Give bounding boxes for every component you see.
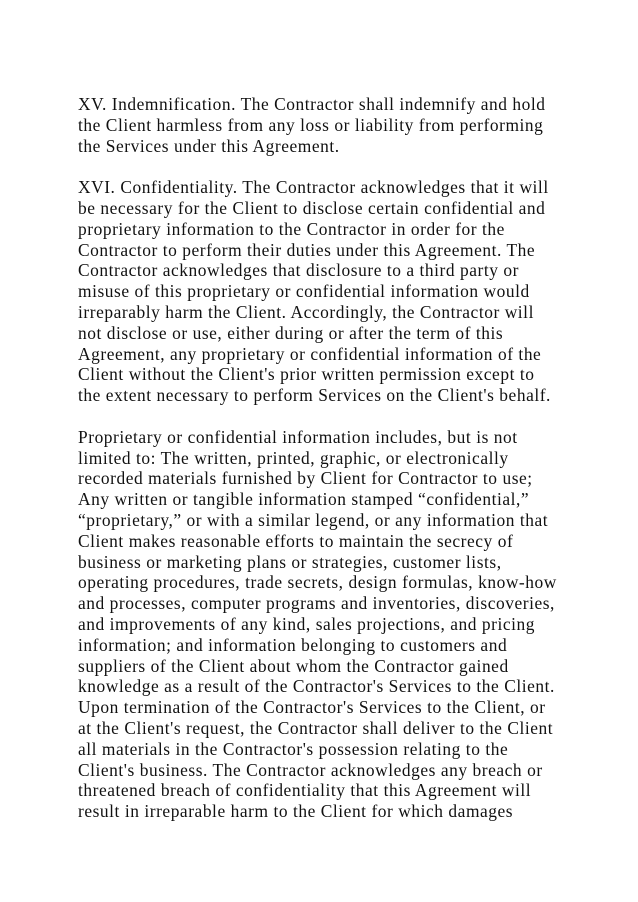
text-line: information; and information belonging to customers and: [78, 634, 508, 655]
section-xv-indemnification: [78, 94, 598, 156]
text-line: and improvements of any kind, sales projections, and pricing: [78, 613, 536, 634]
proprietary-information-paragraph: [78, 427, 598, 822]
text-line: not disclose or use, either during or after the term of this: [78, 322, 504, 343]
text-line: irreparably harm the Client. Accordingly, the Contractor will: [78, 301, 534, 322]
text-line: Contractor to perform their duties under this Agreement. The: [78, 239, 536, 260]
paragraph-gap: [78, 406, 598, 427]
text-line: business or marketing plans or strategies, customer lists,: [78, 551, 502, 572]
text-line: limited to: The written, printed, graphic, or electronically: [78, 447, 509, 468]
text-line: the extent necessary to perform Services on the Client's behalf.: [78, 385, 551, 406]
text-line: all materials in the Contractor's possession relating to the: [78, 738, 509, 759]
text-line: Upon termination of the Contractor's Services to the Client, or: [78, 697, 546, 718]
text-line: Client makes reasonable efforts to maintain the secrecy of: [78, 530, 514, 551]
document-body: [78, 94, 598, 822]
text-line: result in irreparable harm to the Client for which damages: [78, 801, 514, 822]
text-line: be necessary for the Client to disclose certain confidential and: [78, 197, 546, 218]
text-line: the Services under this Agreement.: [78, 135, 340, 156]
text-line: Client without the Client's prior written permission except to: [78, 364, 535, 385]
text-line: the Client harmless from any loss or liability from performing: [78, 114, 544, 135]
text-line: knowledge as a result of the Contractor's Services to the Client.: [78, 676, 555, 697]
text-line: recorded materials furnished by Client for Contractor to use;: [78, 468, 533, 489]
text-line: Client's business. The Contractor acknowledges any breach or: [78, 759, 543, 780]
text-line: XV. Indemnification. The Contractor shall indemnify and hold: [78, 94, 546, 114]
text-line: Proprietary or confidential information includes, but is not: [78, 426, 518, 447]
text-line: Contractor acknowledges that disclosure to a third party or: [78, 260, 520, 281]
text-line: Any written or tangible information stamped “confidential,”: [78, 489, 530, 510]
text-line: and processes, computer programs and inventories, discoveries,: [78, 593, 555, 614]
section-xvi-confidentiality: [78, 177, 598, 406]
text-line: at the Client's request, the Contractor shall deliver to the Client: [78, 717, 554, 738]
text-line: suppliers of the Client about whom the Contractor gained: [78, 655, 509, 676]
text-line: XVI. Confidentiality. The Contractor acknowledges that it will: [78, 177, 549, 198]
text-line: operating procedures, trade secrets, design formulas, know-how: [78, 572, 557, 593]
text-line: “proprietary,” or with a similar legend, or any information that: [78, 509, 549, 530]
text-line: threatened breach of confidentiality that this Agreement will: [78, 780, 532, 801]
text-line: misuse of this proprietary or confidential information would: [78, 281, 530, 302]
paragraph-gap: [78, 156, 598, 177]
text-line: Agreement, any proprietary or confidential information of the: [78, 343, 542, 364]
text-line: proprietary information to the Contractor in order for the: [78, 218, 505, 239]
